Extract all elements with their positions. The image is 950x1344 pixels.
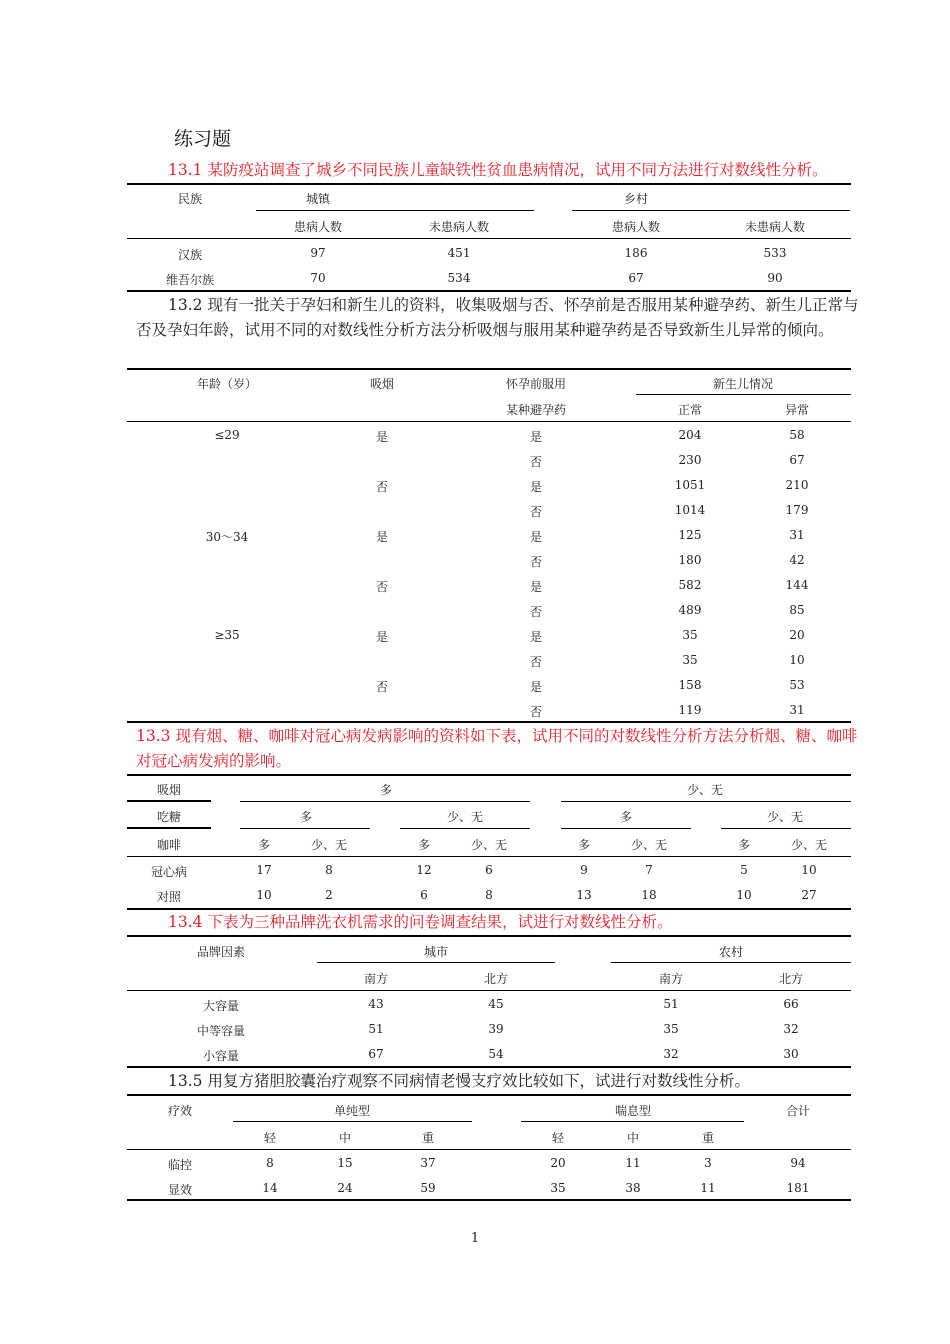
cell-pill: 是: [529, 530, 543, 544]
cell-abnormal: 20: [789, 628, 805, 642]
row-label: 临控: [167, 1158, 193, 1172]
cell: 37: [420, 1156, 436, 1170]
cell-normal: 180: [678, 553, 702, 567]
row-label: 对照: [156, 890, 182, 904]
coffee-few: 少、无: [470, 838, 508, 852]
col-header-abnormal: 异常: [784, 403, 810, 417]
coffee-many: 多: [257, 838, 271, 852]
cell: 32: [783, 1022, 799, 1036]
cell: 51: [663, 997, 679, 1011]
coffee-many: 多: [417, 838, 431, 852]
col-header-mid: 中: [626, 1131, 640, 1145]
cell-abnormal: 53: [789, 678, 805, 692]
cell-pill: 是: [529, 430, 543, 444]
cell-normal: 119: [678, 703, 702, 717]
col-header-total: 合计: [785, 1104, 811, 1118]
cell-smoke: 是: [375, 530, 389, 544]
row-header-smoke: 吸烟: [156, 783, 182, 797]
cell-pill: 否: [529, 455, 543, 469]
col-header-notsick: 未患病人数: [428, 220, 490, 234]
cell: 8: [266, 1156, 274, 1170]
cell: 3: [704, 1156, 712, 1170]
row-label: 冠心病: [150, 865, 188, 879]
cell-pill: 否: [529, 605, 543, 619]
question-13-2-text: 13.2 现有一批关于孕妇和新生儿的资料，收集吸烟与否、怀孕前是否服用某种避孕药、新生儿正常与否及孕妇年龄，试用不同的对数线性分析方法分析吸烟与服用某种避孕药是否导致新生儿异常的倾向。: [136, 296, 859, 339]
cell-pill: 否: [529, 705, 543, 719]
cell: 13: [576, 888, 592, 902]
cell: 10: [801, 863, 817, 877]
cell-smoke: 是: [375, 630, 389, 644]
cell-smoke: 是: [375, 430, 389, 444]
cell: 186: [624, 246, 648, 260]
cell-abnormal: 85: [789, 603, 805, 617]
col-header-south: 南方: [363, 972, 389, 986]
cell: 35: [550, 1181, 566, 1195]
coffee-many: 多: [737, 838, 751, 852]
coffee-few: 少、无: [310, 838, 348, 852]
question-13-5-text: 13.5 用复方猪胆胶囊治疗观察不同病情老慢支疗效比较如下，试进行对数线性分析。: [168, 1072, 750, 1090]
page-number: 1: [470, 1231, 480, 1246]
cell-normal: 230: [678, 453, 702, 467]
col-header-heavy: 重: [701, 1131, 715, 1145]
cell-normal: 35: [682, 628, 698, 642]
cell: 451: [447, 246, 471, 260]
smoke-few: 少、无: [686, 783, 724, 797]
col-header-age: 年龄（岁）: [196, 377, 258, 391]
cell-normal: 35: [682, 653, 698, 667]
cell: 39: [488, 1022, 504, 1036]
cell: 45: [488, 997, 504, 1011]
question-13-2: [136, 293, 860, 343]
col-header-light: 轻: [263, 1131, 277, 1145]
question-13-3: 13.3 现有烟、糖、咖啡对冠心病发病影响的资料如下表，试用不同的对数线性分析方法分析烟、糖、咖啡对冠心病发病的影响。: [136, 727, 858, 770]
col-header-north: 北方: [778, 972, 804, 986]
cell: 54: [488, 1047, 504, 1061]
cell: 70: [310, 271, 326, 285]
cell: 32: [663, 1047, 679, 1061]
cell: 12: [416, 863, 432, 877]
col-header-smoke: 吸烟: [369, 377, 395, 391]
col-header-mid: 中: [338, 1131, 352, 1145]
cell-pill: 是: [529, 580, 543, 594]
cell: 10: [256, 888, 272, 902]
sugar-many: 多: [619, 810, 633, 824]
question-13-1: 13.1 某防疫站调查了城乡不同民族儿童缺铁性贫血患病情况，试用不同方法进行对数线性分析。: [168, 161, 828, 179]
cell: 8: [485, 888, 493, 902]
cell-pill: 是: [529, 630, 543, 644]
cell-abnormal: 42: [789, 553, 805, 567]
col-header-ethnicity: 民族: [177, 192, 203, 206]
cell-normal: 1051: [674, 478, 706, 492]
cell-smoke: 否: [375, 680, 389, 694]
cell: 97: [310, 246, 326, 260]
cell: 66: [783, 997, 799, 1011]
cell-smoke: 否: [375, 580, 389, 594]
col-header-pill-line1: 怀孕前服用: [505, 377, 567, 391]
cell: 30: [783, 1047, 799, 1061]
group-header-simple: 单纯型: [333, 1104, 371, 1118]
cell-pill: 是: [529, 680, 543, 694]
row-label: 显效: [167, 1183, 193, 1197]
cell-abnormal: 144: [785, 578, 809, 592]
cell: 8: [325, 863, 333, 877]
sugar-few: 少、无: [766, 810, 804, 824]
cell: 51: [368, 1022, 384, 1036]
sugar-few: 少、无: [446, 810, 484, 824]
row-header-coffee: 咖啡: [156, 838, 182, 852]
group-header-city: 城市: [423, 945, 449, 959]
col-header-normal: 正常: [677, 403, 703, 417]
col-header-north: 北方: [483, 972, 509, 986]
cell-age: ≥35: [214, 628, 240, 642]
coffee-many: 多: [577, 838, 591, 852]
cell: 38: [625, 1181, 641, 1195]
cell: 11: [625, 1156, 641, 1170]
cell: 59: [420, 1181, 436, 1195]
cell: 43: [368, 997, 384, 1011]
cell-pill: 否: [529, 655, 543, 669]
row-label: 维吾尔族: [165, 273, 215, 287]
cell-age: 30～34: [205, 530, 249, 544]
question-13-4: 13.4 下表为三种品牌洗衣机需求的问卷调查结果，试进行对数线性分析。: [168, 913, 673, 931]
col-header-notsick: 未患病人数: [744, 220, 806, 234]
cell-age: ≤29: [214, 428, 240, 442]
cell-normal: 582: [678, 578, 702, 592]
col-header-effect: 疗效: [167, 1104, 193, 1118]
cell-abnormal: 67: [789, 453, 805, 467]
cell-normal: 204: [678, 428, 702, 442]
cell: 11: [700, 1181, 716, 1195]
row-label: 大容量: [202, 999, 240, 1013]
cell: 27: [801, 888, 817, 902]
cell: 67: [368, 1047, 384, 1061]
cell: 18: [641, 888, 657, 902]
cell-abnormal: 31: [789, 528, 805, 542]
group-header-rural: 农村: [718, 945, 744, 959]
cell: 6: [420, 888, 428, 902]
col-header-sick: 患病人数: [611, 220, 661, 234]
row-label: 汉族: [177, 248, 203, 262]
cell-pill: 否: [529, 505, 543, 519]
cell: 90: [767, 271, 783, 285]
cell: 24: [337, 1181, 353, 1195]
cell-abnormal: 10: [789, 653, 805, 667]
smoke-many: 多: [379, 783, 393, 797]
cell: 67: [628, 271, 644, 285]
cell: 2: [325, 888, 333, 902]
group-header-newborn: 新生儿情况: [712, 377, 774, 391]
cell-normal: 489: [678, 603, 702, 617]
cell: 35: [663, 1022, 679, 1036]
group-header-city: 城镇: [305, 192, 331, 206]
cell-pill: 是: [529, 480, 543, 494]
cell: 5: [740, 863, 748, 877]
cell: 17: [256, 863, 272, 877]
group-header-rural: 乡村: [623, 192, 649, 206]
cell-abnormal: 179: [785, 503, 809, 517]
group-header-asthma: 喘息型: [614, 1104, 652, 1118]
cell: 181: [786, 1181, 810, 1195]
cell: 534: [447, 271, 471, 285]
coffee-few: 少、无: [630, 838, 668, 852]
cell-pill: 否: [529, 555, 543, 569]
col-header-factor: 品牌因素: [196, 945, 246, 959]
cell: 7: [645, 863, 653, 877]
cell: 10: [736, 888, 752, 902]
cell: 15: [337, 1156, 353, 1170]
cell: 6: [485, 863, 493, 877]
cell: 9: [580, 863, 588, 877]
cell-normal: 158: [678, 678, 702, 692]
cell: 533: [763, 246, 787, 260]
col-header-light: 轻: [551, 1131, 565, 1145]
question-13-5: [136, 1069, 860, 1094]
row-header-sugar: 吃糖: [156, 810, 182, 824]
col-header-heavy: 重: [421, 1131, 435, 1145]
col-header-sick: 患病人数: [293, 220, 343, 234]
row-label: 中等容量: [196, 1024, 246, 1038]
coffee-few: 少、无: [790, 838, 828, 852]
cell-abnormal: 58: [789, 428, 805, 442]
cell: 20: [550, 1156, 566, 1170]
sugar-many: 多: [299, 810, 313, 824]
col-header-south: 南方: [658, 972, 684, 986]
cell-abnormal: 210: [785, 478, 809, 492]
exercise-heading: 练习题: [174, 128, 232, 150]
cell-abnormal: 31: [789, 703, 805, 717]
row-label: 小容量: [202, 1049, 240, 1063]
cell: 94: [790, 1156, 806, 1170]
cell-normal: 1014: [674, 503, 706, 517]
col-header-pill-line2: 某种避孕药: [505, 403, 567, 417]
cell: 14: [262, 1181, 278, 1195]
cell-normal: 125: [678, 528, 702, 542]
cell-smoke: 否: [375, 480, 389, 494]
